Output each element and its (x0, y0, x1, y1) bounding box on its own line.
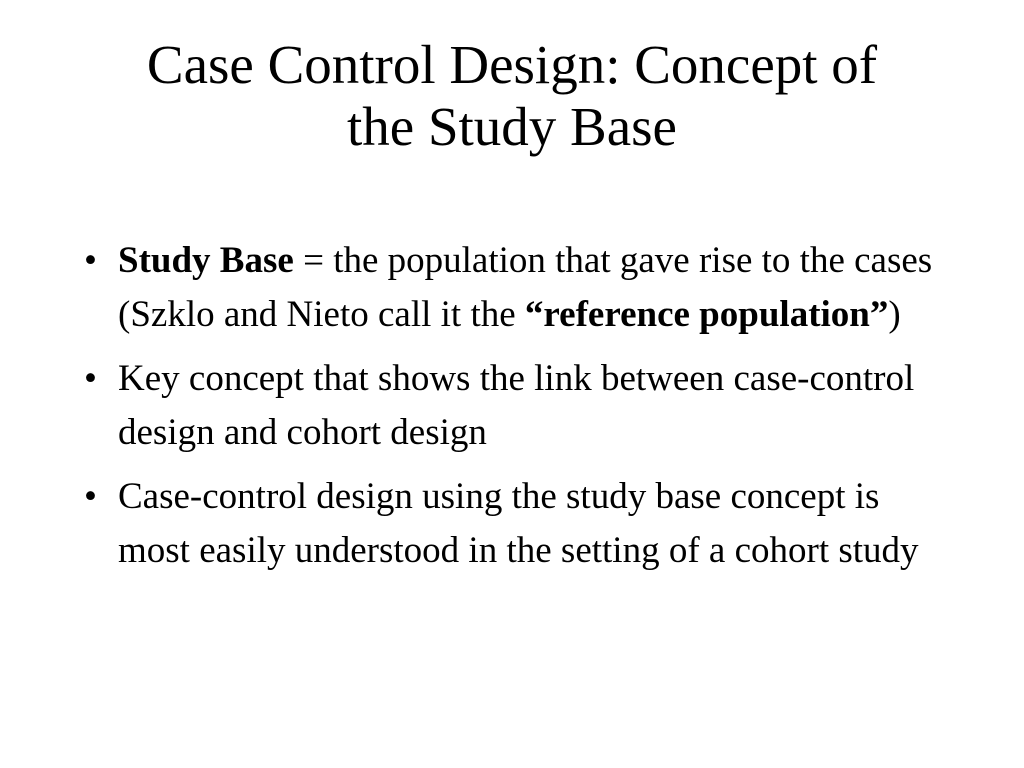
slide-title-line-1: Case Control Design: Concept of (146, 34, 878, 95)
bullet-item-study-base (78, 234, 948, 342)
equals-sign: = (293, 240, 334, 281)
closing-parenthesis: ) (888, 294, 901, 335)
bullet-item-cohort-setting (78, 470, 948, 578)
bullet-icon: • (84, 476, 97, 517)
cohort-setting-text: Case-control design using the study base concept is most easily understood in the setting of a cohort study (118, 476, 919, 571)
bullet-icon: • (84, 358, 97, 399)
reference-population-term: “reference population” (524, 294, 889, 335)
key-concept-text: Key concept that shows the link between case-control design and cohort design (118, 358, 915, 453)
slide-title-line-2: the Study Base (347, 96, 677, 157)
study-base-term: Study Base (118, 240, 294, 281)
bullet-icon: • (84, 240, 97, 281)
slide-title (60, 34, 964, 158)
bullet-list (78, 234, 948, 588)
bullet-item-key-concept (78, 352, 948, 460)
study-base-definition: the population that gave rise to the cases (Szklo and Nieto call it the (118, 240, 933, 335)
